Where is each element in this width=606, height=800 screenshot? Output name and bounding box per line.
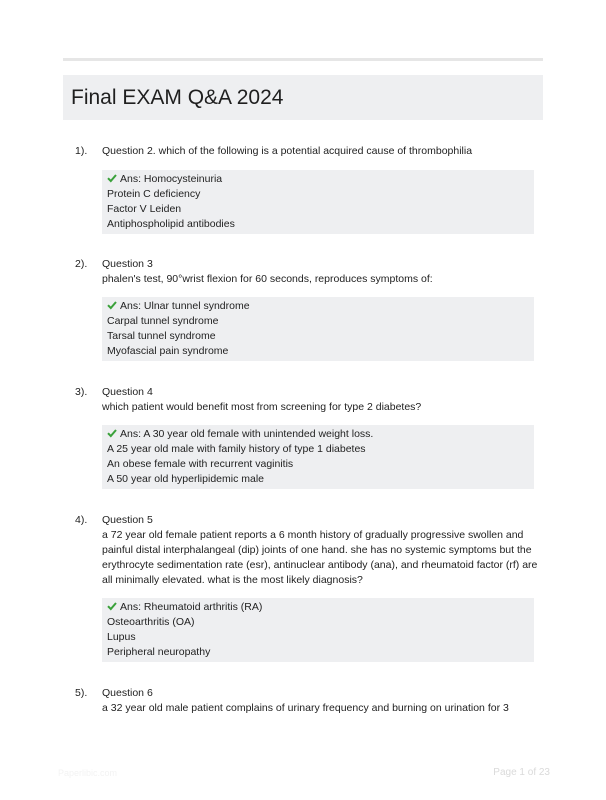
answer-option-correct: [107, 427, 529, 442]
question-body: [102, 385, 543, 415]
check-icon: [107, 300, 117, 310]
question-number: 4).: [75, 514, 88, 526]
check-icon: [107, 428, 117, 438]
answer-option: Antiphospholipid antibodies: [107, 218, 235, 230]
answer-option: Osteoarthritis (OA): [107, 616, 195, 628]
answer-text: Ans: Homocysteinuria: [120, 173, 223, 185]
answer-option: An obese female with recurrent vaginitis: [107, 458, 294, 470]
question-item: [63, 144, 543, 234]
question-title: Question 3: [102, 258, 153, 270]
question-item: [63, 257, 543, 361]
answer-option: Protein C deficiency: [107, 188, 201, 200]
question-title: Question 5: [102, 514, 153, 526]
question-title: Question 6: [102, 687, 153, 699]
question-number: 3).: [75, 386, 88, 398]
answer-options: [102, 297, 534, 361]
question-text: phalen's test, 90°wrist flexion for 60 seconds, reproduces symptoms of:: [102, 273, 433, 285]
question-number: 5).: [75, 687, 88, 699]
answer-option-correct: [107, 299, 529, 314]
answer-option: Peripheral neuropathy: [107, 646, 211, 658]
document-title: Final EXAM Q&A 2024: [71, 86, 284, 109]
answer-option: Lupus: [107, 631, 136, 643]
question-text: a 72 year old female patient reports a 6 month history of gradually progressive swollen and painful distal interphalangeal (dip) joints of one hand. she has no systemic symptoms but the erythrocyte sedimentation rate (esr), antinuclear antibody (ana), and rheumatoid factor (rf) are all minimally elevated. what is the most likely diagnosis?: [102, 529, 538, 586]
answer-option: A 50 year old hyperlipidemic male: [107, 473, 264, 485]
question-item: [63, 686, 543, 716]
answer-option-correct: [107, 600, 529, 615]
check-icon: [107, 173, 117, 183]
answer-option: Carpal tunnel syndrome: [107, 315, 219, 327]
answer-text: Ans: Rheumatoid arthritis (RA): [120, 601, 263, 613]
check-icon: [107, 601, 117, 611]
page-number: Page 1 of 23: [493, 767, 550, 778]
top-divider: [63, 58, 543, 61]
question-text: Question 2. which of the following is a potential acquired cause of thrombophilia: [102, 145, 473, 157]
question-number: 2).: [75, 258, 88, 270]
question-item: [63, 385, 543, 489]
question-body: [102, 686, 543, 716]
footer-site-watermark: Paperlibic.com: [58, 768, 118, 778]
answer-options: [102, 425, 534, 489]
answer-option-correct: [107, 172, 529, 187]
answer-option: Factor V Leiden: [107, 203, 182, 215]
answer-text: Ans: A 30 year old female with unintended weight loss.: [120, 428, 374, 440]
answer-option: Tarsal tunnel syndrome: [107, 330, 216, 342]
answer-options: [102, 170, 534, 234]
question-number: 1).: [75, 145, 88, 157]
question-body: [102, 144, 543, 159]
answer-text: Ans: Ulnar tunnel syndrome: [120, 300, 250, 312]
question-body: [102, 257, 543, 287]
question-item: [63, 513, 543, 662]
question-text: which patient would benefit most from screening for type 2 diabetes?: [102, 401, 422, 413]
title-banner: [63, 75, 543, 120]
answer-options: [102, 598, 534, 662]
answer-option: Myofascial pain syndrome: [107, 345, 229, 357]
question-text: a 32 year old male patient complains of urinary frequency and burning on urination for 3: [102, 702, 509, 714]
question-title: Question 4: [102, 386, 153, 398]
question-body: [102, 513, 543, 588]
answer-option: A 25 year old male with family history of type 1 diabetes: [107, 443, 366, 455]
